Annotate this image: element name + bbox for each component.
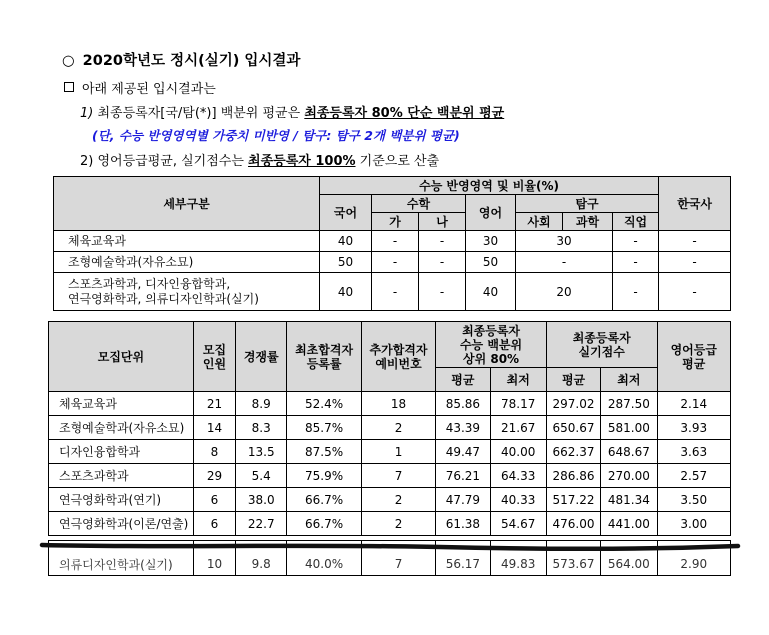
results-prac-avg: 662.37 bbox=[546, 440, 600, 464]
results-unit: 연극영화학과(연기) bbox=[49, 488, 194, 512]
ratio-header-math: 수학 bbox=[372, 195, 466, 213]
ratio-header-math-a: 가 bbox=[372, 213, 419, 231]
intro-text: 아래 제공된 입시결과는 bbox=[82, 82, 216, 97]
ratio-header-math-b: 나 bbox=[419, 213, 466, 231]
results-prac-avg: 650.67 bbox=[546, 416, 600, 440]
results-header-unit: 모집단위 bbox=[49, 322, 194, 392]
results-first-reg: 40.0% bbox=[287, 541, 361, 576]
results-row bbox=[49, 464, 731, 488]
note-item-1 bbox=[80, 102, 504, 121]
ratio-header-english: 영어 bbox=[466, 195, 516, 231]
results-header-percentile: 최종등록자 수능 백분위 상위 80% bbox=[436, 322, 547, 368]
ratio-korean: 40 bbox=[320, 231, 372, 252]
circle-marker-icon: ○ bbox=[62, 53, 75, 69]
results-english: 2.90 bbox=[657, 541, 731, 576]
results-header-prac-min: 최저 bbox=[601, 368, 657, 392]
results-unit: 조형예술학과(자유소묘) bbox=[49, 416, 194, 440]
results-pct-avg: 43.39 bbox=[436, 416, 490, 440]
results-prac-min: 648.67 bbox=[601, 440, 657, 464]
ratio-row-name: 체육교육과 bbox=[54, 231, 320, 252]
results-first-reg: 75.9% bbox=[287, 464, 361, 488]
results-row bbox=[49, 512, 731, 536]
results-prac-min: 270.00 bbox=[601, 464, 657, 488]
results-prac-avg: 517.22 bbox=[546, 488, 600, 512]
results-quota: 6 bbox=[193, 512, 235, 536]
results-unit: 연극영화학과(이론/연출) bbox=[49, 512, 194, 536]
results-pct-avg: 85.86 bbox=[436, 392, 490, 416]
note-item-1-number: 1) bbox=[80, 106, 94, 121]
ratio-math-b: - bbox=[419, 273, 466, 311]
title-text: 2020학년도 정시(실기) 입시결과 bbox=[82, 53, 301, 69]
results-pct-min: 40.00 bbox=[490, 440, 546, 464]
results-first-reg: 87.5% bbox=[287, 440, 361, 464]
results-competition: 5.4 bbox=[236, 464, 287, 488]
ratio-row bbox=[54, 252, 731, 273]
results-waitlist: 2 bbox=[361, 416, 435, 440]
ratio-history: - bbox=[659, 252, 731, 273]
results-quota: 10 bbox=[193, 541, 235, 576]
results-quota: 8 bbox=[193, 440, 235, 464]
results-prac-avg: 297.02 bbox=[546, 392, 600, 416]
results-row bbox=[49, 416, 731, 440]
ratio-english: 50 bbox=[466, 252, 516, 273]
results-prac-min: 564.00 bbox=[601, 541, 657, 576]
ratio-row-name: 조형예술학과(자유소묘) bbox=[54, 252, 320, 273]
results-header-waitlist: 추가합격자 예비번호 bbox=[361, 322, 435, 392]
results-first-reg: 66.7% bbox=[287, 488, 361, 512]
ratio-header-korean: 국어 bbox=[320, 195, 372, 231]
ratio-inquiry: 30 bbox=[516, 231, 613, 252]
results-waitlist: 1 bbox=[361, 440, 435, 464]
results-english: 3.50 bbox=[657, 488, 730, 512]
results-prac-avg: 476.00 bbox=[546, 512, 600, 536]
results-competition: 9.8 bbox=[236, 541, 287, 576]
ratio-english: 30 bbox=[466, 231, 516, 252]
results-first-reg: 85.7% bbox=[287, 416, 361, 440]
note-item-1-emphasis: 최종등록자 80% 단순 백분위 평균 bbox=[304, 106, 505, 121]
results-pct-avg: 56.17 bbox=[436, 541, 490, 576]
ratio-row-name-line2: 연극영화학과, 의류디자인학과(실기) bbox=[68, 291, 259, 306]
ratio-inquiry: 20 bbox=[516, 273, 613, 311]
results-header-pct-min: 최저 bbox=[490, 368, 546, 392]
results-english: 3.00 bbox=[657, 512, 730, 536]
ratio-vocational: - bbox=[613, 273, 659, 311]
results-prac-min: 581.00 bbox=[601, 416, 657, 440]
ratio-header-social: 사회 bbox=[516, 213, 563, 231]
ratio-row-name bbox=[54, 273, 320, 311]
results-competition: 22.7 bbox=[236, 512, 287, 536]
results-header-practical: 최종등록자 실기점수 bbox=[546, 322, 657, 368]
intro-line bbox=[64, 78, 216, 97]
results-unit: 스포츠과학과 bbox=[49, 464, 194, 488]
ratio-row bbox=[54, 273, 731, 311]
results-first-reg: 66.7% bbox=[287, 512, 361, 536]
ratio-math-a: - bbox=[372, 273, 419, 311]
ratio-vocational: - bbox=[613, 252, 659, 273]
results-waitlist: 2 bbox=[361, 488, 435, 512]
results-unit: 체육교육과 bbox=[49, 392, 194, 416]
results-quota: 29 bbox=[193, 464, 235, 488]
results-waitlist: 7 bbox=[361, 541, 435, 576]
ratio-korean: 50 bbox=[320, 252, 372, 273]
results-header-prac-avg: 평균 bbox=[546, 368, 600, 392]
results-waitlist: 18 bbox=[361, 392, 435, 416]
results-pct-min: 54.67 bbox=[490, 512, 546, 536]
results-header-quota: 모집 인원 bbox=[193, 322, 235, 392]
results-prac-min: 441.00 bbox=[601, 512, 657, 536]
note-item-2-text-b: 기준으로 산출 bbox=[359, 154, 440, 169]
results-header-english-grade: 영어등급 평균 bbox=[657, 322, 730, 392]
results-pct-min: 40.33 bbox=[490, 488, 546, 512]
results-pct-min: 64.33 bbox=[490, 464, 546, 488]
ratio-korean: 40 bbox=[320, 273, 372, 311]
results-quota: 14 bbox=[193, 416, 235, 440]
results-english: 2.14 bbox=[657, 392, 730, 416]
checkbox-square-icon bbox=[64, 82, 74, 92]
ratio-table bbox=[53, 176, 731, 311]
note-item-2-number: 2) bbox=[80, 154, 94, 169]
results-pct-avg: 61.38 bbox=[436, 512, 490, 536]
results-pct-avg: 76.21 bbox=[436, 464, 490, 488]
ratio-english: 40 bbox=[466, 273, 516, 311]
results-quota: 6 bbox=[193, 488, 235, 512]
results-english: 2.57 bbox=[657, 464, 730, 488]
ratio-header-history: 한국사 bbox=[659, 177, 731, 231]
ratio-header-inquiry: 탐구 bbox=[516, 195, 659, 213]
results-pct-min: 21.67 bbox=[490, 416, 546, 440]
results-row bbox=[49, 488, 731, 512]
results-first-reg: 52.4% bbox=[287, 392, 361, 416]
ratio-header-group: 수능 반영영역 및 비율(%) bbox=[320, 177, 659, 195]
results-competition: 38.0 bbox=[236, 488, 287, 512]
results-pct-avg: 49.47 bbox=[436, 440, 490, 464]
note-item-2 bbox=[80, 150, 439, 169]
results-header-competition: 경쟁률 bbox=[236, 322, 287, 392]
ratio-header-category: 세부구분 bbox=[54, 177, 320, 231]
results-prac-min: 481.34 bbox=[601, 488, 657, 512]
ratio-math-b: - bbox=[419, 231, 466, 252]
results-table bbox=[48, 321, 731, 536]
note-item-1-text: 최종등록자[국/탐(*)] 백분위 평균은 bbox=[97, 106, 301, 121]
ratio-header-vocational: 직업 bbox=[613, 213, 659, 231]
results-header-first-registration: 최초합격자 등록률 bbox=[287, 322, 361, 392]
ratio-vocational: - bbox=[613, 231, 659, 252]
results-pct-min: 78.17 bbox=[490, 392, 546, 416]
results-waitlist: 7 bbox=[361, 464, 435, 488]
ratio-math-b: - bbox=[419, 252, 466, 273]
results-competition: 13.5 bbox=[236, 440, 287, 464]
results-prac-avg: 573.67 bbox=[546, 541, 600, 576]
ratio-header-science: 과학 bbox=[563, 213, 613, 231]
results-prac-min: 287.50 bbox=[601, 392, 657, 416]
results-header-pct-avg: 평균 bbox=[436, 368, 490, 392]
ratio-row bbox=[54, 231, 731, 252]
results-competition: 8.3 bbox=[236, 416, 287, 440]
torn-edge-line bbox=[40, 542, 740, 551]
results-competition: 8.9 bbox=[236, 392, 287, 416]
results-row bbox=[49, 440, 731, 464]
results-english: 3.93 bbox=[657, 416, 730, 440]
ratio-history: - bbox=[659, 273, 731, 311]
results-quota: 21 bbox=[193, 392, 235, 416]
results-english: 3.63 bbox=[657, 440, 730, 464]
results-prac-avg: 286.86 bbox=[546, 464, 600, 488]
ratio-history: - bbox=[659, 231, 731, 252]
results-pct-avg: 47.79 bbox=[436, 488, 490, 512]
results-row bbox=[49, 392, 731, 416]
ratio-math-a: - bbox=[372, 252, 419, 273]
ratio-math-a: - bbox=[372, 231, 419, 252]
section-title bbox=[62, 49, 300, 70]
note-item-2-emphasis: 최종등록자 100% bbox=[248, 154, 356, 169]
results-unit: 의류디자인학과(실기) bbox=[49, 541, 194, 576]
note-item-2-text-a: 영어등급평균, 실기점수는 bbox=[97, 154, 244, 169]
ratio-row-name-line1: 스포츠과학과, 디자인융합학과, bbox=[68, 276, 231, 291]
results-waitlist: 2 bbox=[361, 512, 435, 536]
ratio-inquiry: - bbox=[516, 252, 613, 273]
note-item-1-subnote: (단, 수능 반영영역별 가중치 미반영 / 탐구: 탐구 2개 백분위 평균) bbox=[92, 128, 460, 143]
results-unit: 디자인융합학과 bbox=[49, 440, 194, 464]
results-pct-min: 49.83 bbox=[490, 541, 546, 576]
